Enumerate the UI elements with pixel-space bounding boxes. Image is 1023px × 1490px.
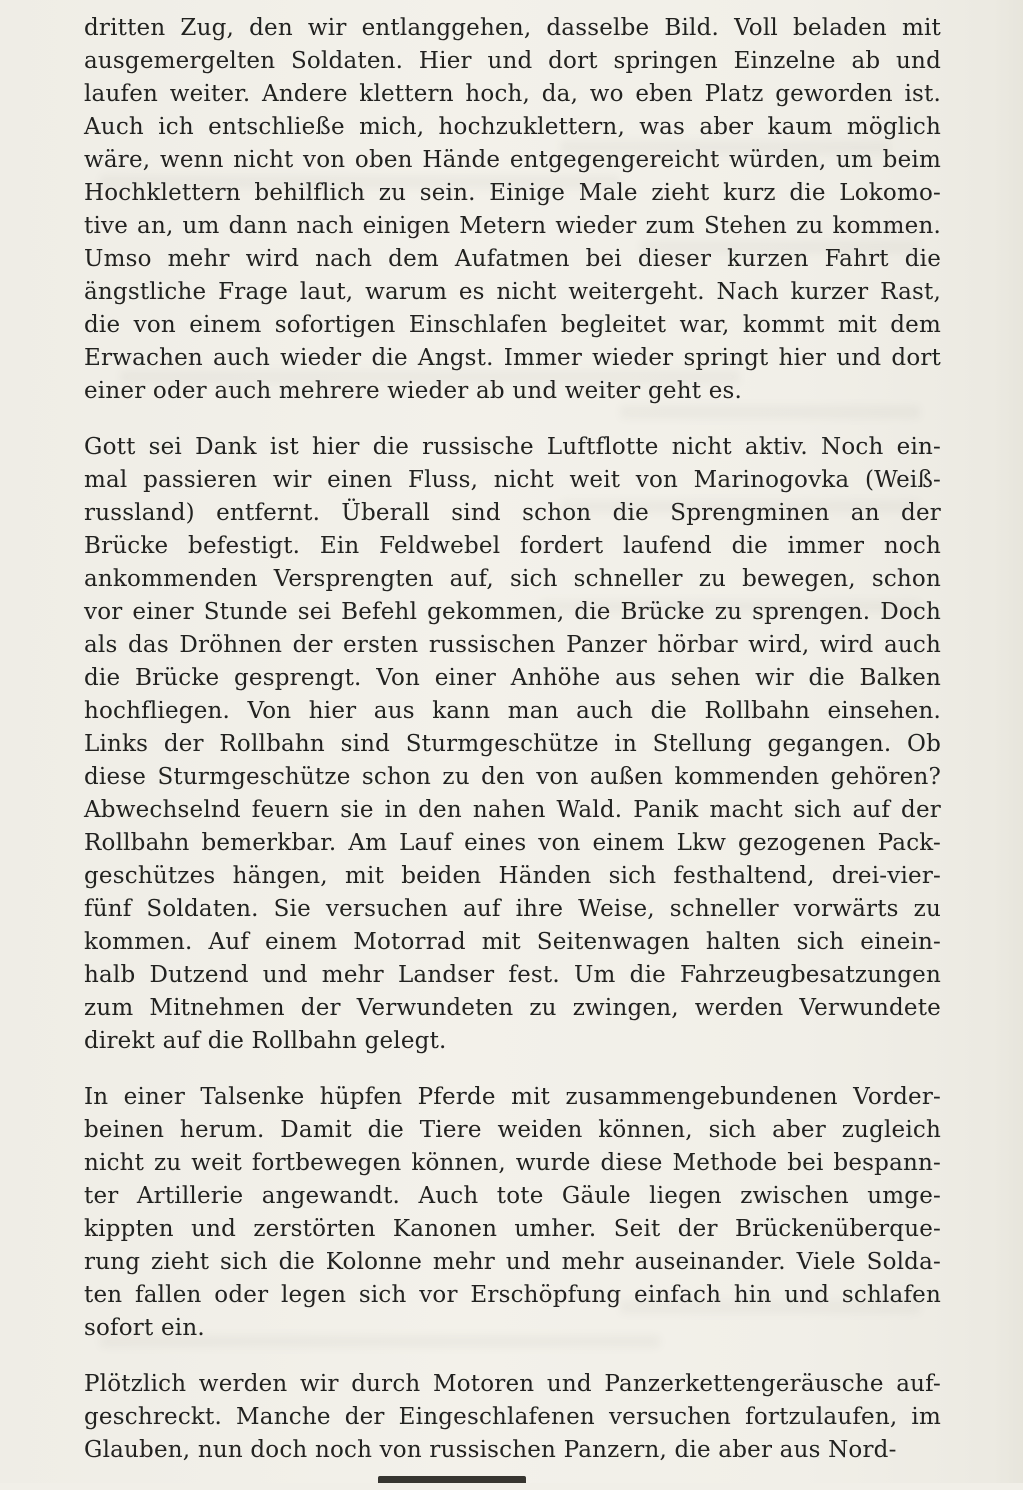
text-line: sofort ein. (84, 1315, 205, 1341)
text-line: Auch ich entschließe mich, hochzuklettern, was aber kaum möglich (84, 114, 941, 140)
paragraph (84, 1368, 941, 1467)
text-line: Hochklettern behilflich zu sein. Einige Male zieht kurz die Lokomo- (84, 180, 941, 206)
text-line: zum Mitnehmen der Verwundeten zu zwingen, werden Verwundete (84, 995, 941, 1021)
text-line: kippten und zerstörten Kanonen umher. Seit der Brückenüberque- (84, 1216, 941, 1242)
text-line: Glauben, nun doch noch von russischen Panzern, die aber aus Nord- (84, 1437, 897, 1463)
text-line: Umso mehr wird nach dem Aufatmen bei dieser kurzen Fahrt die (84, 246, 941, 272)
text-line: ankommenden Versprengten auf, sich schneller zu bewegen, schon (84, 566, 941, 592)
text-line: Links der Rollbahn sind Sturmgeschütze in Stellung gegangen. Ob (84, 731, 941, 757)
text-line: rung zieht sich die Kolonne mehr und mehr auseinander. Viele Solda- (84, 1249, 941, 1275)
text-line: Erwachen auch wieder die Angst. Immer wieder springt hier und dort (84, 345, 941, 371)
text-line: Brücke befestigt. Ein Feldwebel fordert laufend die immer noch (84, 533, 941, 559)
text-line: ten fallen oder legen sich vor Erschöpfung einfach hin und schlafen (84, 1282, 941, 1308)
text-line: Gott sei Dank ist hier die russische Luftflotte nicht aktiv. Noch ein- (84, 434, 941, 460)
text-line: fünf Soldaten. Sie versuchen auf ihre Weise, schneller vorwärts zu (84, 896, 941, 922)
text-line: als das Dröhnen der ersten russischen Panzer hörbar wird, wird auch (84, 632, 941, 658)
text-line: Rollbahn bemerkbar. Am Lauf eines von einem Lkw gezogenen Pack- (84, 830, 941, 856)
text-line: kommen. Auf einem Motorrad mit Seitenwagen halten sich einein- (84, 929, 941, 955)
text-line: hochfliegen. Von hier aus kann man auch die Rollbahn einsehen. (84, 698, 941, 724)
text-line: mal passieren wir einen Fluss, nicht weit von Marinogovka (Weiß- (84, 467, 941, 493)
text-line: direkt auf die Rollbahn gelegt. (84, 1028, 447, 1054)
text-line: die von einem sofortigen Einschlafen begleitet war, kommt mit dem (84, 312, 941, 338)
text-block (84, 12, 941, 1490)
text-line: dritten Zug, den wir entlanggehen, dasselbe Bild. Voll beladen mit (84, 15, 941, 41)
text-line: In einer Talsenke hüpfen Pferde mit zusammengebundenen Vorder- (84, 1084, 941, 1110)
text-line: die Brücke gesprengt. Von einer Anhöhe aus sehen wir die Balken (84, 665, 941, 691)
paragraph (84, 1081, 941, 1345)
text-line: halb Dutzend und mehr Landser fest. Um die Fahrzeugbesatzungen (84, 962, 941, 988)
text-line: geschützes hängen, mit beiden Händen sich festhaltend, drei-vier- (84, 863, 941, 889)
text-line: ter Artillerie angewandt. Auch tote Gäule liegen zwischen umge- (84, 1183, 941, 1209)
text-line: laufen weiter. Andere klettern hoch, da, wo eben Platz geworden ist. (84, 81, 941, 107)
text-line: einer oder auch mehrere wieder ab und weiter geht es. (84, 378, 743, 404)
text-line: geschreckt. Manche der Eingeschlafenen versuchen fortzulaufen, im (84, 1404, 941, 1430)
scan-edge-artifact (378, 1476, 526, 1483)
paragraph (84, 431, 941, 1058)
text-line: russland) entfernt. Überall sind schon die Sprengminen an der (84, 500, 941, 526)
text-line: Plötzlich werden wir durch Motoren und Panzerkettengeräusche auf- (84, 1371, 941, 1397)
text-line: Abwechselnd feuern sie in den nahen Wald. Panik macht sich auf der (84, 797, 941, 823)
text-line: vor einer Stunde sei Befehl gekommen, die Brücke zu sprengen. Doch (84, 599, 941, 625)
text-line: diese Sturmgeschütze schon zu den von außen kommenden gehören? (84, 764, 941, 790)
text-line: ängstliche Frage laut, warum es nicht weitergeht. Nach kurzer Rast, (84, 279, 941, 305)
text-line: wäre, wenn nicht von oben Hände entgegengereicht würden, um beim (84, 147, 941, 173)
text-line: ausgemergelten Soldaten. Hier und dort springen Einzelne ab und (84, 48, 941, 74)
text-line: tive an, um dann nach einigen Metern wieder zum Stehen zu kommen. (84, 213, 941, 239)
paragraph (84, 12, 941, 408)
text-line: nicht zu weit fortbewegen können, wurde diese Methode bei bespann- (84, 1150, 941, 1176)
text-line: beinen herum. Damit die Tiere weiden können, sich aber zugleich (84, 1117, 941, 1143)
